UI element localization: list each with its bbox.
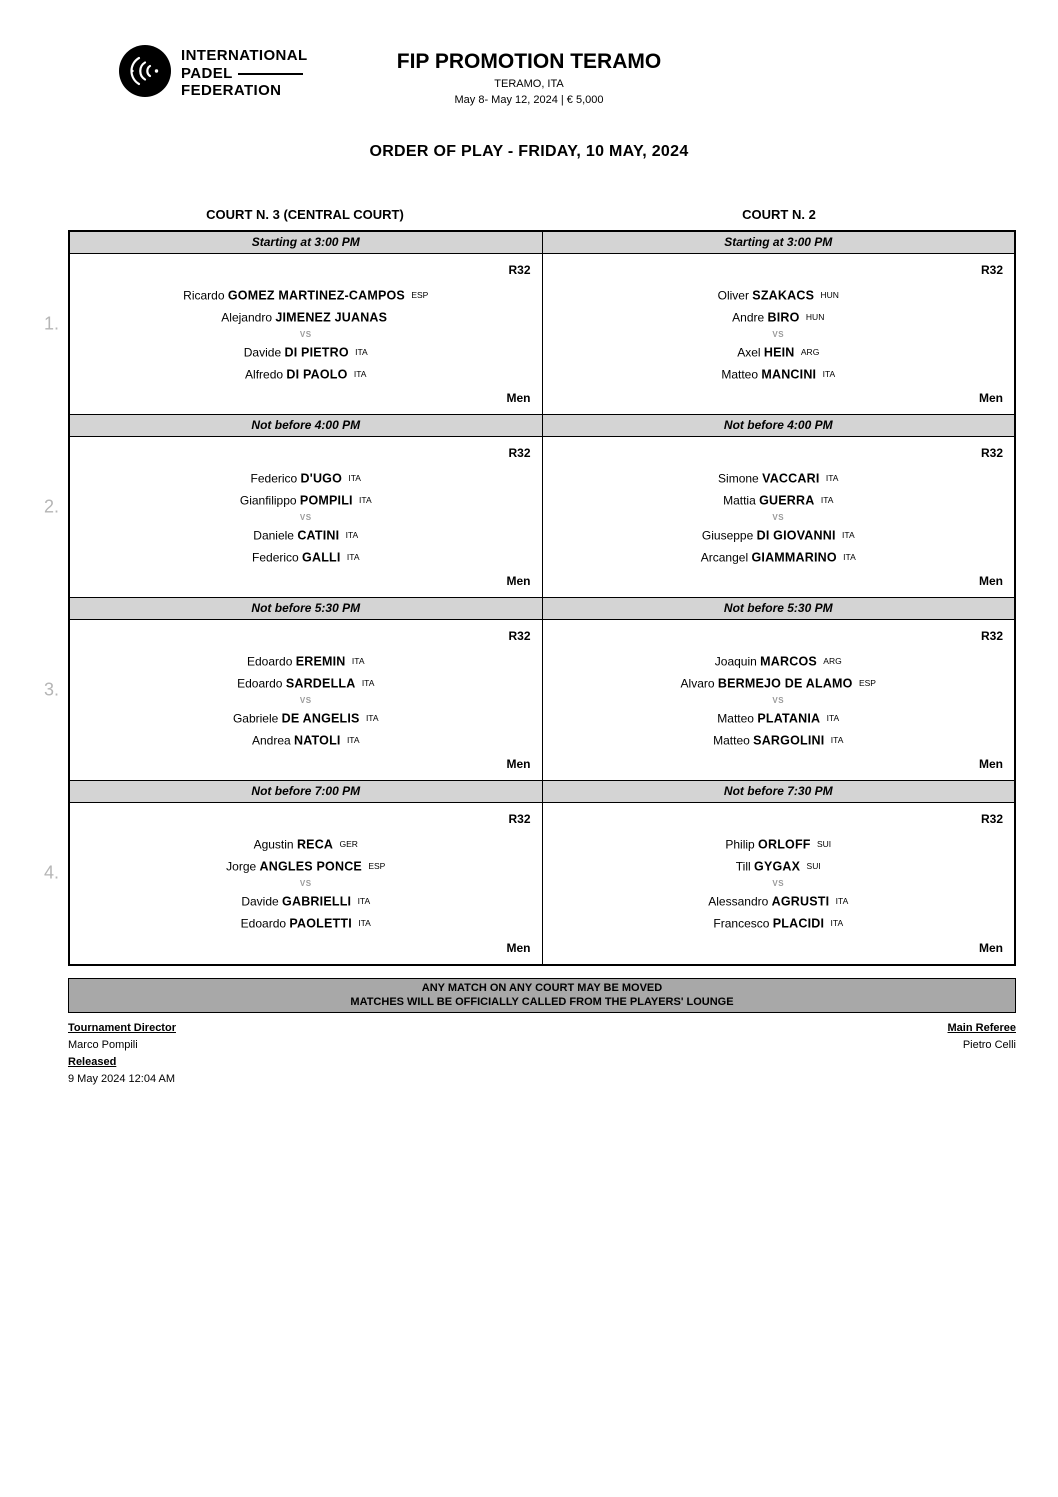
tournament-dates: May 8- May 12, 2024 | € 5,000 [454,94,604,106]
country-code: ITA [830,918,844,928]
time-row [70,781,1014,803]
first-name: Matteo [717,711,754,725]
player-name [681,672,876,694]
first-name: Francesco [713,916,770,931]
first-name: Andre [732,310,765,324]
player-name [718,467,838,489]
first-name: Edoardo [247,654,293,668]
court-headers [68,207,1016,222]
country-code: ITA [361,677,375,688]
first-name: Gabriele [232,711,279,725]
first-name: Axel [737,345,761,359]
player-name [725,833,831,855]
country-code: ITA [822,368,836,379]
country-code: ITA [346,551,360,562]
first-name: Federico [250,471,298,485]
schedule-table [44,230,1016,966]
tournament-location: TERAMO, ITA [494,78,564,90]
court-header-right: COURT N. 2 [742,207,816,222]
match-time-court2: Not before 4:00 PM [543,415,1015,437]
last-name: NATOLI [294,733,341,747]
country-code: GER [339,839,358,849]
category-label: Men [979,391,1003,405]
player-name [737,341,819,363]
match-row [70,803,1014,964]
player-name [252,729,360,751]
player-name [717,707,839,729]
first-name: Federico [252,550,299,564]
match-cell-court3 [70,254,543,415]
last-name: PLACIDI [772,916,825,931]
country-code: ITA [825,472,839,483]
first-name: Arcangel [700,550,749,564]
last-name: ORLOFF [758,837,811,852]
first-name: Edoardo [240,916,287,931]
player-name [713,729,843,751]
player-name [702,524,855,546]
tournament-title: FIP PROMOTION TERAMO [396,50,662,73]
category-label: Men [506,941,531,955]
country-code: ITA [358,918,371,928]
country-code: ESP [368,861,386,871]
last-name: BIRO [767,310,800,324]
round-label: R32 [508,263,531,277]
vs-label: VS [772,329,785,339]
player-name [244,341,368,363]
country-code: ITA [353,368,367,379]
last-name: DI PAOLO [286,367,348,381]
logo-word-international: INTERNATIONAL [181,47,308,65]
vs-label: VS [772,512,785,522]
country-code: SUI [806,861,821,871]
match-cell-court2 [543,620,1015,781]
first-name: Jorge [226,859,257,874]
footer-right [948,1020,1016,1054]
logo-word-federation: FEDERATION [181,82,282,100]
vs-label: VS [772,695,785,705]
country-code: ITA [826,712,840,723]
country-code: ESP [411,289,429,300]
last-name: GOMEZ MARTINEZ-CAMPOS [227,288,405,302]
player-name [713,912,843,934]
country-code: ITA [357,896,371,906]
footer-left [68,1020,176,1088]
player-name [723,489,833,511]
last-name: SARGOLINI [753,733,825,747]
row-number: 1. [44,313,60,333]
country-code: ITA [835,896,849,906]
last-name: D'UGO [300,471,343,485]
category-label: Men [506,391,531,405]
first-name: Daniele [253,528,294,542]
last-name: GALLI [302,550,341,564]
round-label: R32 [508,812,531,826]
player-name [245,363,366,385]
teams [70,620,542,780]
last-name: HEIN [763,345,795,359]
match-time-court3: Starting at 3:00 PM [70,232,543,254]
notice-line-1: ANY MATCH ON ANY COURT MAY BE MOVED [421,982,663,994]
teams [70,437,542,597]
released-value: 9 May 2024 12:04 AM [68,1073,176,1085]
country-code: ITA [346,734,360,745]
notice-line-2: MATCHES WILL BE OFFICIALLY CALLED FROM THE PLAYERS' LOUNGE [350,996,734,1008]
last-name: RECA [296,837,334,852]
time-row [70,232,1014,254]
released-label: Released [68,1056,117,1068]
last-name: PAOLETTI [289,916,352,931]
category-label: Men [979,941,1003,955]
first-name: Oliver [717,288,749,302]
logo-word-padel: PADEL [181,64,233,82]
vs-label: VS [299,512,312,522]
match-time-court3: Not before 7:00 PM [70,781,543,803]
notice-banner [68,978,1016,1013]
time-row [70,598,1014,620]
last-name: SARDELLA [285,676,356,690]
last-name: AGRUSTI [771,894,830,909]
first-name: Mattia [723,493,756,507]
last-name: SZAKACS [752,288,815,302]
teams [543,620,1015,780]
schedule-row [44,232,1014,415]
first-name: Alejandro [221,310,272,324]
first-name: Simone [718,471,759,485]
tournament-director-name: Marco Pompili [68,1039,138,1051]
schedule-row [44,415,1014,598]
last-name: DI GIOVANNI [756,528,836,542]
last-name: DI PIETRO [284,345,349,359]
first-name: Ricardo [183,288,225,302]
player-name [718,284,839,306]
vs-label: VS [299,879,312,888]
player-name [254,833,358,855]
match-time-court2: Not before 5:30 PM [543,598,1015,620]
schedule-row [44,781,1014,964]
country-code: HUN [820,289,839,300]
tournament-director-label: Tournament Director [68,1022,176,1034]
player-name [252,546,359,568]
country-code: ARG [823,655,842,666]
order-of-play-title: ORDER OF PLAY - FRIDAY, 10 MAY, 2024 [369,143,689,160]
round-label: R32 [980,629,1003,643]
match-time-court3: Not before 5:30 PM [70,598,543,620]
country-code: SUI [816,839,832,849]
time-row [70,415,1014,437]
match-cell-court3 [70,803,543,964]
round-label: R32 [508,629,531,643]
country-code: ITA [830,734,844,745]
first-name: Davide [243,345,282,359]
vs-label: VS [299,695,312,705]
match-row [70,620,1014,781]
last-name: MARCOS [760,654,817,668]
category-label: Men [506,574,531,588]
last-name: GIAMMARINO [751,550,837,564]
round-label: R32 [508,446,531,460]
category-label: Men [979,574,1003,588]
match-time-court2: Starting at 3:00 PM [543,232,1015,254]
first-name: Edoardo [237,676,283,690]
player-name [237,672,374,694]
first-name: Till [735,859,751,874]
round-label: R32 [980,263,1003,277]
teams [543,803,1015,964]
row-number: 2. [44,496,60,516]
player-name [708,890,848,912]
country-code: ITA [843,551,856,562]
first-name: Alfredo [245,367,284,381]
player-name [251,467,361,489]
match-cell-court3 [70,620,543,781]
teams [543,254,1015,414]
player-name [253,524,358,546]
last-name: GYGAX [754,859,801,874]
vs-label: VS [299,329,312,339]
country-code: ITA [365,712,379,723]
main-referee-name: Pietro Celli [962,1039,1016,1051]
main-referee-label: Main Referee [947,1022,1016,1034]
first-name: Joaquin [714,654,757,668]
first-name: Alvaro [680,676,715,690]
country-code: ITA [351,655,365,666]
country-code: ITA [359,494,372,505]
player-name [233,707,379,729]
match-row [70,437,1014,598]
country-code: ESP [858,677,876,688]
round-label: R32 [980,812,1003,826]
last-name: MANCINI [761,367,817,381]
country-code: ITA [355,346,368,357]
last-name: PLATANIA [757,711,821,725]
player-name [226,855,385,877]
match-time-court3: Not before 4:00 PM [70,415,543,437]
court-header-left: COURT N. 3 (CENTRAL COURT) [206,207,404,222]
player-name [701,546,856,568]
first-name: Matteo [721,367,759,381]
row-number: 3. [44,679,60,699]
row-number: 4. [44,862,60,882]
match-cell-court3 [70,437,543,598]
match-cell-court2 [543,803,1015,964]
player-name [241,912,371,934]
country-code: ITA [842,529,855,540]
player-name [736,855,821,877]
last-name: ANGLES PONCE [259,859,362,874]
first-name: Andrea [251,733,291,747]
last-name: GABRIELLI [282,894,352,909]
match-row [70,254,1014,415]
player-name [240,489,372,511]
last-name: GUERRA [759,493,815,507]
first-name: Davide [241,894,279,909]
last-name: VACCARI [762,471,820,485]
last-name: POMPILI [299,493,353,507]
teams [70,254,542,414]
last-name: JIMENEZ JUANAS [275,310,388,324]
country-code: HUN [805,311,825,322]
schedule-row [44,598,1014,781]
player-name [241,890,370,912]
first-name: Giuseppe [701,528,754,542]
country-code: ARG [800,346,820,357]
first-name: Gianfilippo [239,493,297,507]
player-name [247,650,364,672]
first-name: Matteo [713,733,750,747]
player-name [221,306,390,328]
first-name: Alessandro [708,894,769,909]
first-name: Agustin [253,837,294,852]
last-name: DE ANGELIS [281,711,360,725]
match-cell-court2 [543,437,1015,598]
last-name: EREMIN [295,654,346,668]
teams [543,437,1015,597]
first-name: Philip [725,837,755,852]
country-code: ITA [348,472,361,483]
category-label: Men [506,757,531,771]
player-name [721,363,835,385]
player-name [183,284,428,306]
round-label: R32 [980,446,1003,460]
country-code: ITA [820,494,834,505]
match-cell-court2 [543,254,1015,415]
last-name: CATINI [297,528,340,542]
player-name [732,306,824,328]
player-name [715,650,842,672]
match-time-court2: Not before 7:30 PM [543,781,1015,803]
category-label: Men [979,757,1003,771]
teams [70,803,542,964]
country-code: ITA [345,529,359,540]
last-name: BERMEJO DE ALAMO [717,676,853,690]
vs-label: VS [772,879,785,888]
